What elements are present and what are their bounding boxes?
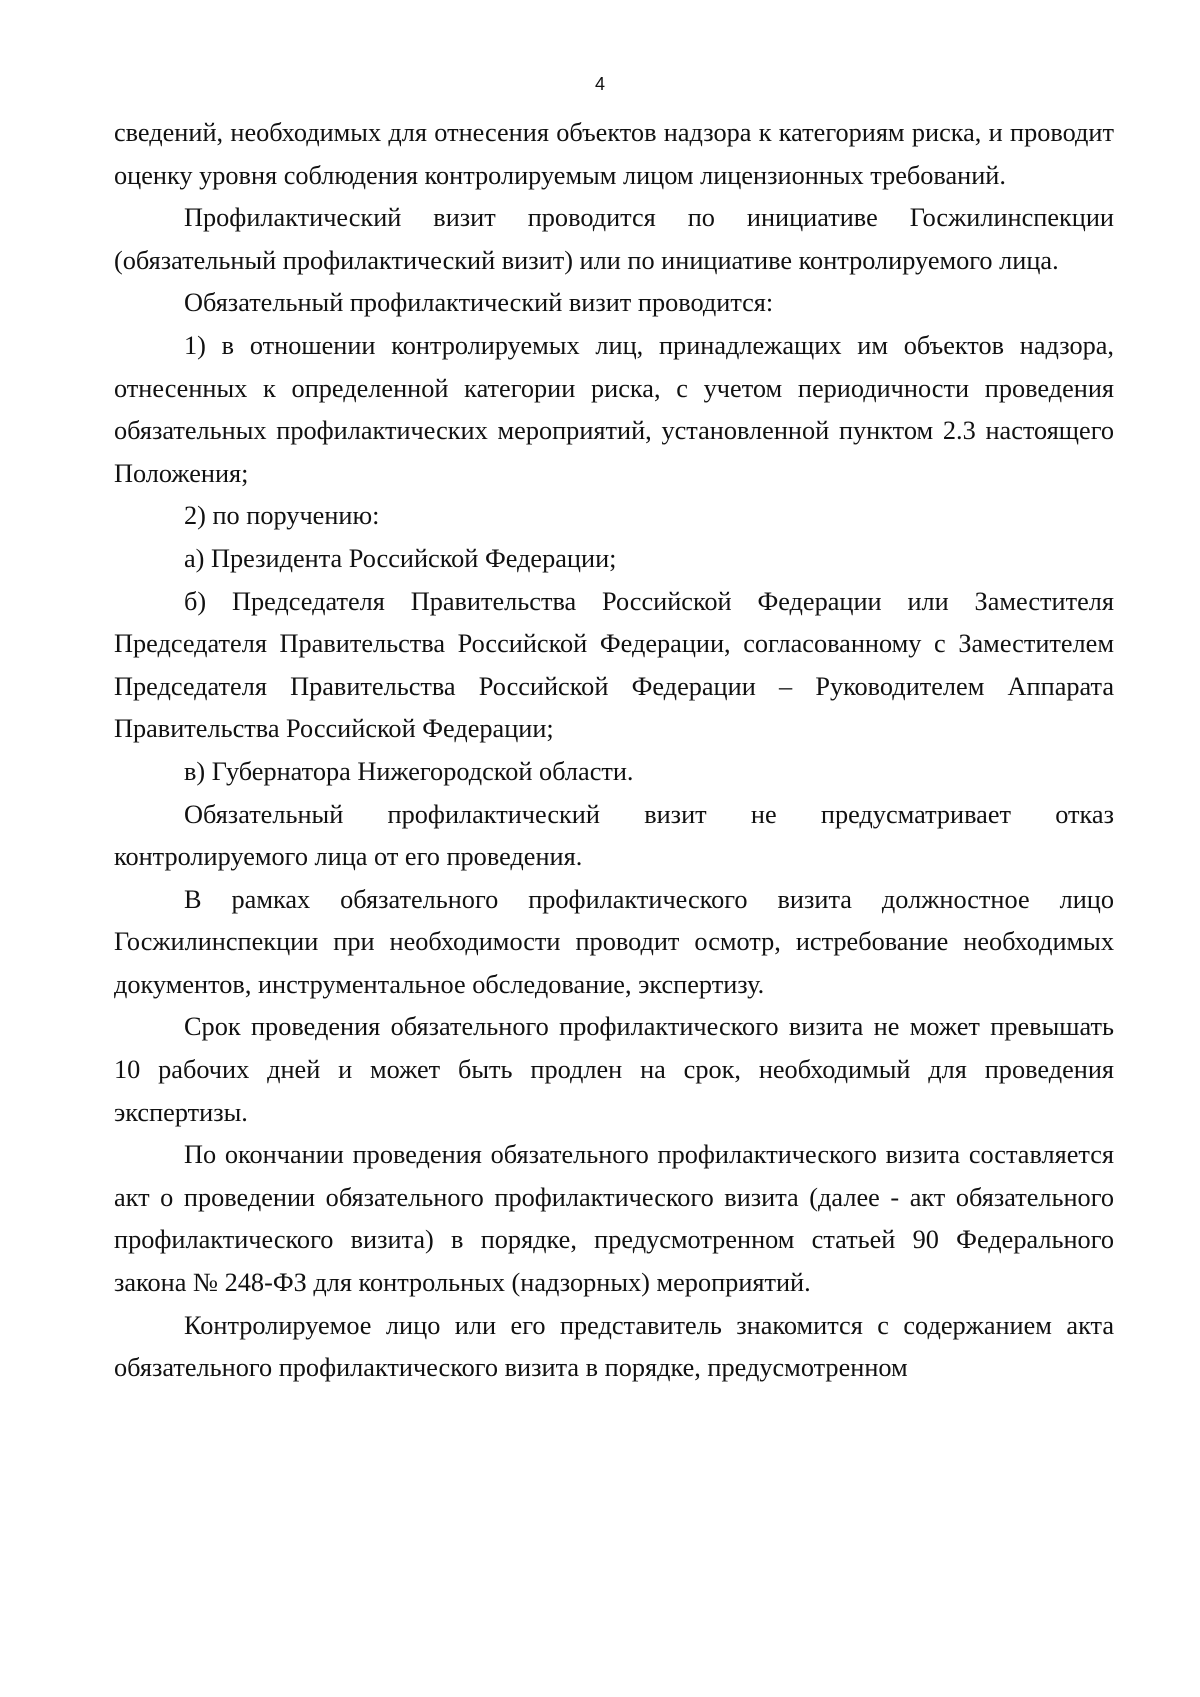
paragraph-continuation: сведений, необходимых для отнесения объектов надзора к категориям риска, и проводит оценку уровня соблюдения контролируемым лицом лицензионных требований. bbox=[114, 118, 1114, 190]
paragraph-act: По окончании проведения обязательного профилактического визита составляется акт о проведении обязательного профилактического визита (далее - акт обязательного профилактического визита) в порядке, предусмотренном статьей 90 Федерального закона № 248-ФЗ для контрольных (надзорных) мероприятий. bbox=[114, 1140, 1114, 1298]
paragraph-act-review: Контролируемое лицо или его представитель знакомится с содержанием акта обязательного профилактического визита в порядке, предусмотренном bbox=[114, 1310, 1114, 1383]
list-subitem-b: б) Председателя Правительства Российской Федерации или Заместителя Председателя Правительства Российской Федерации, согласованному с Заместителем Председателя Правительства Российской Федерации – Руководителем Аппарата Правительства Российской Федерации; bbox=[114, 586, 1114, 744]
paragraph-inspection-scope: В рамках обязательного профилактического визита должностное лицо Госжилинспекции при необходимости проводит осмотр, истребование необходимых документов, инструментальное обследование, экспертизу. bbox=[114, 884, 1114, 999]
page-number: 4 bbox=[594, 74, 605, 94]
list-subitem-a: а) Президента Российской Федерации; bbox=[184, 543, 617, 573]
paragraph-duration: Срок проведения обязательного профилактического визита не может превышать 10 рабочих дней и может быть продлен на срок, необходимый для проведения экспертизы. bbox=[114, 1012, 1114, 1127]
paragraph-visit-initiative: Профилактический визит проводится по инициативе Госжилинспекции (обязательный профилактический визит) или по инициативе контролируемого лица. bbox=[114, 203, 1114, 275]
list-subitem-v: в) Губернатора Нижегородской области. bbox=[184, 756, 634, 786]
paragraph-mandatory-visit-intro: Обязательный профилактический визит проводится: bbox=[184, 288, 774, 318]
document-body bbox=[114, 112, 1114, 1390]
list-item-1: 1) в отношении контролируемых лиц, принадлежащих им объектов надзора, отнесенных к определенной категории риска, с учетом периодичности проведения обязательных профилактических мероприятий, установленной пунктом 2.3 настоящего Положения; bbox=[114, 330, 1114, 488]
list-item-2: 2) по поручению: bbox=[184, 501, 380, 531]
paragraph-no-refusal: Обязательный профилактический визит не предусматривает отказ контролируемого лица от его проведения. bbox=[114, 799, 1114, 872]
